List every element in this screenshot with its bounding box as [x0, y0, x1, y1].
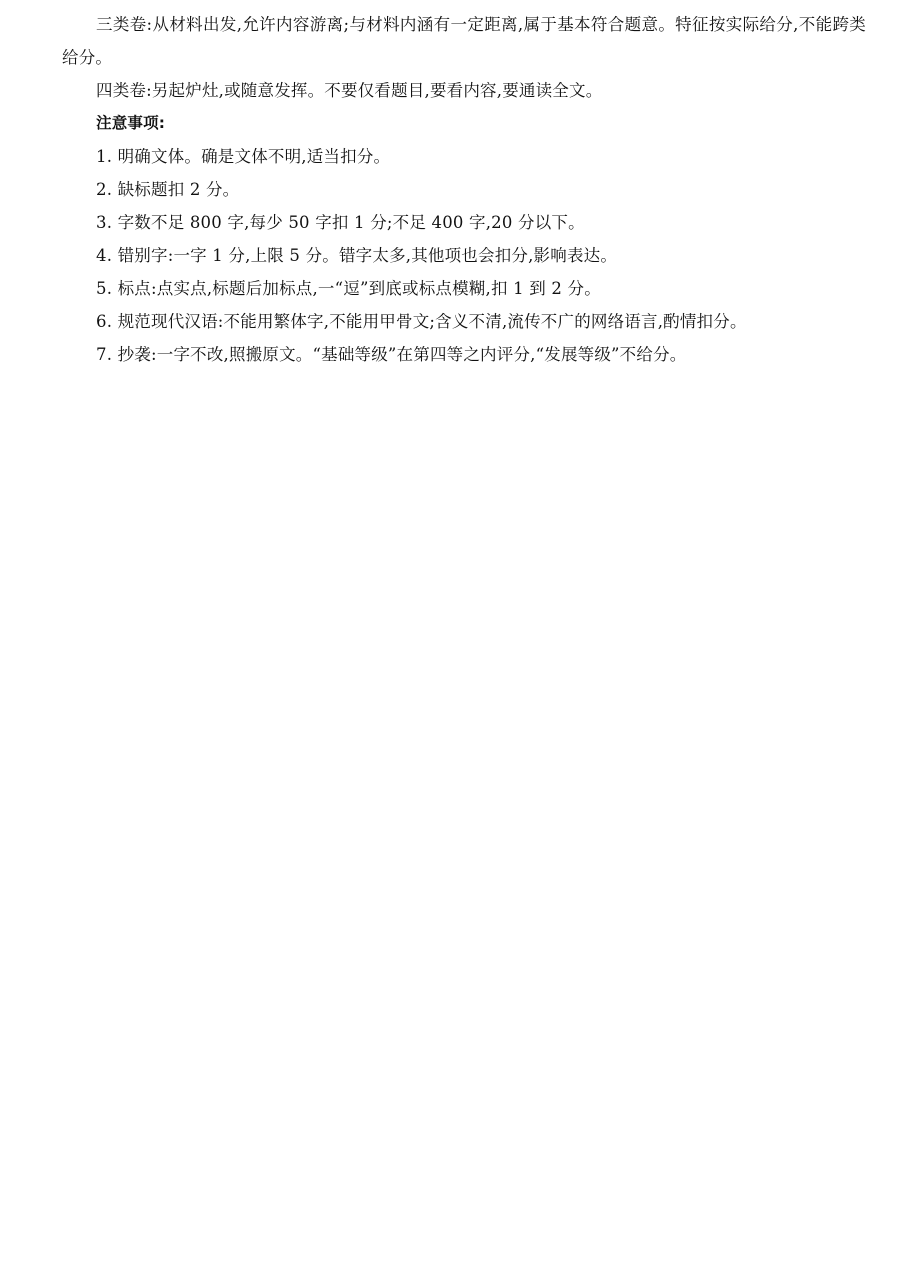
- note-item-1: 1. 明确文体。确是文体不明,适当扣分。: [96, 147, 391, 166]
- note-item-7: 7. 抄袭:一字不改,照搬原文。“基础等级”在第四等之内评分,“发展等级”不给分。: [96, 345, 687, 364]
- note-item-3: 3. 字数不足 800 字,每少 50 字扣 1 分;不足 400 字,20 分以下。: [96, 213, 585, 232]
- note-item-4: 4. 错别字:一字 1 分,上限 5 分。错字太多,其他项也会扣分,影响表达。: [96, 246, 618, 265]
- notes-heading: 注意事项:: [96, 114, 166, 132]
- paragraph-class-three: 三类卷:从材料出发,允许内容游离;与材料内涵有一定距离,属于基本符合题意。特征按实际给分,不能跨类给分。: [62, 15, 866, 67]
- note-item-6: 6. 规范现代汉语:不能用繁体字,不能用甲骨文;含义不清,流传不广的网络语言,酌情扣分。: [96, 312, 747, 331]
- note-item-2: 2. 缺标题扣 2 分。: [96, 180, 240, 199]
- note-item-5: 5. 标点:点实点,标题后加标点,一“逗”到底或标点模糊,扣 1 到 2 分。: [96, 279, 601, 298]
- paragraph-class-four: 四类卷:另起炉灶,或随意发挥。不要仅看题目,要看内容,要通读全文。: [96, 81, 603, 100]
